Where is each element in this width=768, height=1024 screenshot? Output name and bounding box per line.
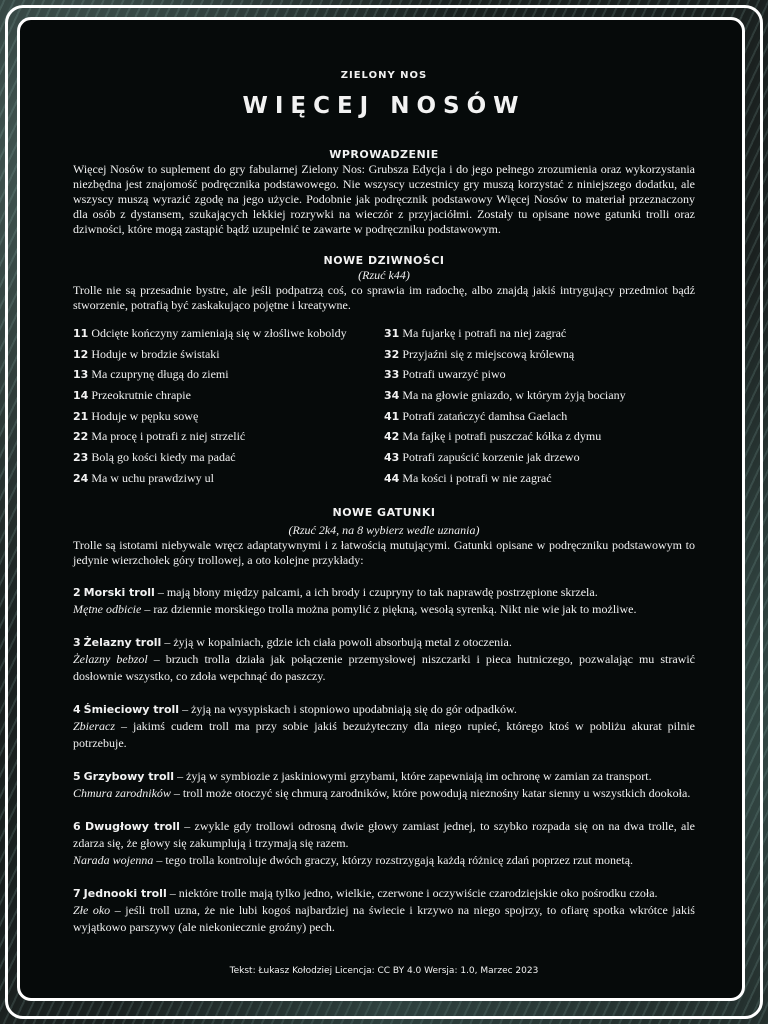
species-desc: – niektóre trolle mają tylko jedno, wielkie, czerwone i oczywiście czarodziejskie oko pośrodku czoła. (166, 885, 658, 900)
species-trait-desc: – brzuch trolla działa jak połączenie przemysłowej niszczarki i pieca hutniczego, pozwalając mu strawić dosłownie wszystko, co zdoła wepchnąć do paszczy. (73, 651, 695, 683)
quirk-item (73, 426, 384, 447)
species-roll: (Rzuć 2k4, na 8 wybierz wedle uznania) (288, 522, 480, 537)
quirk-text: Ma procę i potrafi z niej strzelić (91, 429, 246, 444)
species-trait-desc: – tego trolla kontroluje dwóch graczy, którzy rozstrzygają każdą różnicę zdań poprzez rzut monetą. (153, 852, 634, 867)
species-name: Śmieciowy troll (83, 702, 180, 716)
quirk-text: Ma na głowie gniazdo, w którym żyją bociany (402, 388, 626, 403)
quirk-text: Hoduje w brodzie świstaki (91, 346, 220, 361)
species-name: Żelazny troll (83, 635, 162, 649)
species-trait-name: Chmura zarodników (73, 785, 171, 800)
quirk-item (73, 447, 384, 468)
quirk-text: Przeokrutnie chrapie (91, 388, 191, 403)
species-description (73, 885, 695, 902)
quirks-heading: NOWE DZIWNOŚCI (323, 254, 445, 267)
species-entry (73, 584, 695, 618)
quirk-number: 14 (73, 389, 89, 403)
quirk-text: Ma czuprynę długą do ziemi (91, 367, 229, 382)
quirk-number: 11 (73, 327, 89, 340)
intro-heading: WPROWADZENIE (329, 148, 439, 161)
quirk-text: Przyjaźni się z miejscową królewną (402, 346, 575, 361)
species-number: 5 (73, 769, 81, 783)
quirks-roll: (Rzuć k44) (358, 268, 410, 282)
quirk-number: 21 (73, 409, 89, 423)
species-number: 7 (73, 886, 81, 900)
species-trait-name: Żelazny bebzol (73, 651, 148, 666)
species-name: Jednooki troll (83, 886, 167, 900)
quirk-number: 44 (384, 471, 400, 485)
quirk-number: 13 (73, 368, 89, 382)
species-trait (73, 718, 695, 752)
species-desc: – zwykle gdy trollowi odrosną dwie głowy zamiast jednej, to szybko rozpada się on na dwa trolle, ale zdarza się, że głowy się zakumplują i trzymają się razem. (73, 818, 696, 850)
quirk-text: Ma kości i potrafi w nie zagrać (402, 470, 552, 485)
species-trait (73, 601, 695, 618)
species-desc: – żyją w kopalniach, gdzie ich ciała powoli absorbują metal z otoczenia. (161, 634, 512, 649)
quirk-text: Bolą go kości kiedy ma padać (91, 450, 236, 465)
quirk-text: Odcięte kończyny zamieniają się w złośliwe koboldy (91, 326, 347, 340)
quirk-item (384, 344, 695, 365)
species-description (73, 584, 695, 601)
species-desc: – mają błony między palcami, a ich brody i czupryny to tak naprawdę postrzępione skrzela. (154, 584, 598, 599)
species-trait-desc: – raz dziennie morskiego trolla można pomylić z piękną, wesołą syrenką. Nikt nie wie jak to możliwe. (141, 601, 637, 616)
species-trait (73, 902, 695, 936)
quirk-number: 22 (73, 430, 89, 444)
quirks-column-right (384, 323, 695, 489)
species-heading: NOWE GATUNKI (332, 505, 436, 519)
page-content (73, 66, 695, 979)
species-number: 6 (73, 819, 81, 833)
quirk-item (384, 447, 695, 468)
quirks-table (73, 323, 695, 489)
species-trait-name: Narada wojenna (73, 852, 154, 867)
quirk-number: 24 (73, 471, 89, 485)
species-entry (73, 634, 695, 685)
quirks-text: Trolle nie są przesadnie bystre, ale jeśli podpatrzą coś, co sprawia im radochę, albo znajdą jakiś intrygujący przedmiot bądź stworzenie, potrafią być zaskakująco pojętne i kreatywne. (73, 283, 695, 312)
species-number: 3 (73, 635, 81, 649)
quirk-item (73, 385, 384, 406)
quirk-item (384, 385, 695, 406)
footer-credits: Tekst: Łukasz Kołodziej Licencja: CC BY 4.0 Wersja: 1.0, Marzec 2023 (229, 965, 539, 976)
species-description (73, 818, 695, 852)
quirk-text: Potrafi zatańczyć damhsa Gaelach (402, 408, 568, 423)
species-description (73, 701, 695, 718)
quirk-text: Potrafi uwarzyć piwo (402, 367, 506, 382)
species-list (73, 584, 695, 936)
quirk-number: 31 (384, 327, 400, 340)
species-number: 4 (73, 702, 81, 716)
quirk-number: 32 (384, 347, 400, 361)
quirks-column-left (73, 323, 384, 489)
species-desc: – żyją na wysypiskach i stopniowo upodabniają się do gór odpadków. (179, 701, 517, 716)
species-desc: – żyją w symbiozie z jaskiniowymi grzybami, które zapewniają im ochronę w zamian za transport. (174, 768, 652, 783)
quirk-text: Ma fajkę i potrafi puszczać kółka z dymu (402, 429, 602, 444)
quirk-item (384, 468, 695, 489)
species-description (73, 768, 695, 785)
quirk-number: 41 (384, 409, 400, 423)
quirk-number: 12 (73, 347, 89, 361)
quirk-text: Potrafi zapuścić korzenie jak drzewo (402, 450, 580, 465)
species-entry (73, 768, 695, 802)
species-number: 2 (73, 585, 81, 599)
page-title: WIĘCEJ NOSÓW (242, 93, 526, 119)
species-entry (73, 701, 695, 752)
species-entry (73, 818, 695, 869)
species-trait (73, 785, 695, 802)
quirk-item (73, 406, 384, 427)
quirk-item (73, 323, 384, 344)
species-trait (73, 651, 695, 685)
species-trait-name: Złe oko (73, 902, 111, 917)
species-entry (73, 885, 695, 936)
quirk-item (73, 364, 384, 385)
species-trait-desc: – jeśli troll uzna, że nie lubi kogoś najbardziej na świecie i krzywo na niego spojrzy, to ofiarę spotka wkrótce jakiś wyjątkowo parszywy (ale niekoniecznie groźny) pech. (73, 902, 695, 934)
quirk-number: 42 (384, 430, 400, 444)
quirk-item (384, 364, 695, 385)
species-trait-name: Zbieracz (73, 718, 115, 733)
quirk-item (384, 323, 695, 344)
species-name: Morski troll (83, 585, 155, 599)
quirk-item (384, 426, 695, 447)
quirk-item (384, 406, 695, 427)
quirk-text: Ma fujarkę i potrafi na niej zagrać (402, 326, 567, 340)
species-name: Grzybowy troll (83, 769, 175, 783)
quirk-number: 23 (73, 451, 89, 465)
species-text: Trolle są istotami niebywale wręcz adaptatywnymi i z łatwością mutującymi. Gatunki opisane w podręczniku podstawowym to jedynie wierzchołek góry trollowej, a oto kolejne przykłady: (73, 537, 695, 567)
quirk-number: 43 (384, 451, 400, 465)
species-trait (73, 852, 695, 869)
species-trait-name: Mętne odbicie (73, 601, 142, 616)
quirk-text: Hoduje w pępku sowę (91, 408, 199, 423)
brand-label: ZIELONY NOS (340, 70, 428, 81)
species-name: Dwugłowy troll (84, 819, 180, 833)
quirk-number: 34 (384, 389, 400, 403)
intro-text: Więcej Nosów to suplement do gry fabularnej Zielony Nos: Grubsza Edycja i do jego pełnego zrozumienia oraz wykorzystania niezbędna jest znajomość podręcznika podstawowego. Nie wszyscy uczestnicy gry muszą korzystać z niniejszego dodatku, ale wszyscy muszą wyrazić zgodę na jego użycie. Podobnie jak podręcznik podstawowy Więcej Nosów to materiał przeznaczony dla osób z dystansem, szukających lekkiej rozrywki na wieczór z przyjaciółmi. Zostały tu opisane nowe gatunki trolli oraz dziwności, które mogą zastąpić bądź uzupełnić te zawarte w podręczniku podstawowym. (73, 162, 695, 236)
species-trait-desc: – troll może otoczyć się chmurą zarodników, które powodują nieznośny katar sienny u wszystkich dookoła. (170, 785, 691, 800)
species-description (73, 634, 695, 651)
quirk-item (73, 468, 384, 489)
species-trait-desc: – jakimś cudem troll ma przy sobie jakiś bezużyteczny dla niego rupieć, którego ktoś w pobliżu akurat pilnie potrzebuje. (73, 718, 695, 750)
quirk-item (73, 344, 384, 365)
quirk-text: Ma w uchu prawdziwy ul (91, 470, 214, 485)
quirk-number: 33 (384, 368, 400, 382)
